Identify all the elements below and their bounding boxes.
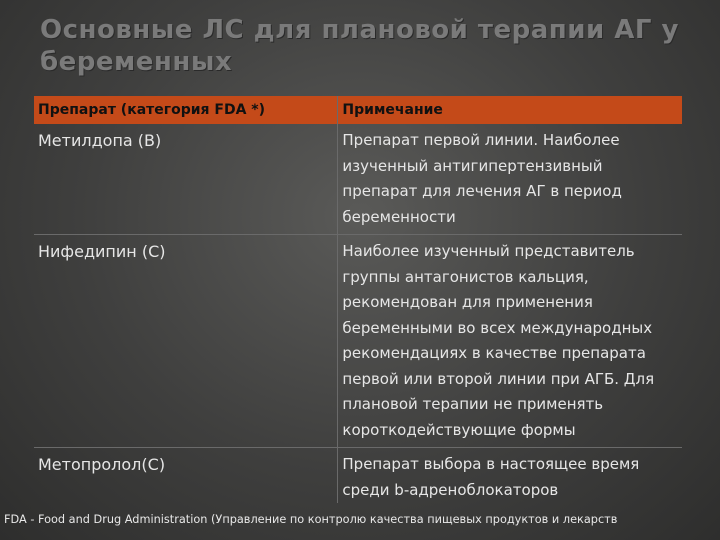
footnote: FDA - Food and Drug Administration (Управление по контролю качества пищевых продуктов и лекарств	[4, 513, 618, 526]
header-note: Примечание	[342, 102, 443, 118]
drug-cell: Нифедипин (С)	[34, 235, 338, 448]
drug-cell: Метопролол(С)	[34, 448, 338, 504]
table-row	[34, 235, 682, 448]
note-cell: Препарат первой линии. Наиболее изученный антигипертензивный препарат для лечения АГ в период беременности	[338, 124, 682, 235]
table-header-row	[34, 96, 682, 124]
table-row	[34, 124, 682, 235]
drug-table	[34, 96, 682, 503]
slide-title: Основные ЛС для плановой терапии АГ у беременных	[40, 15, 679, 77]
header-drug: Препарат (категория FDA *)	[34, 96, 338, 124]
note-cell: Наиболее изученный представитель группы антагонистов кальция, рекомендован для применения беременными во всех международных рекомендациях в качестве препарата первой или второй линии при АГБ. Для плановой терапии не применять короткодействующие формы	[338, 235, 682, 448]
table-row	[34, 448, 682, 504]
drug-cell: Метилдопа (В)	[34, 124, 338, 235]
note-cell: Препарат выбора в настоящее время среди b-адреноблокаторов	[342, 455, 640, 499]
